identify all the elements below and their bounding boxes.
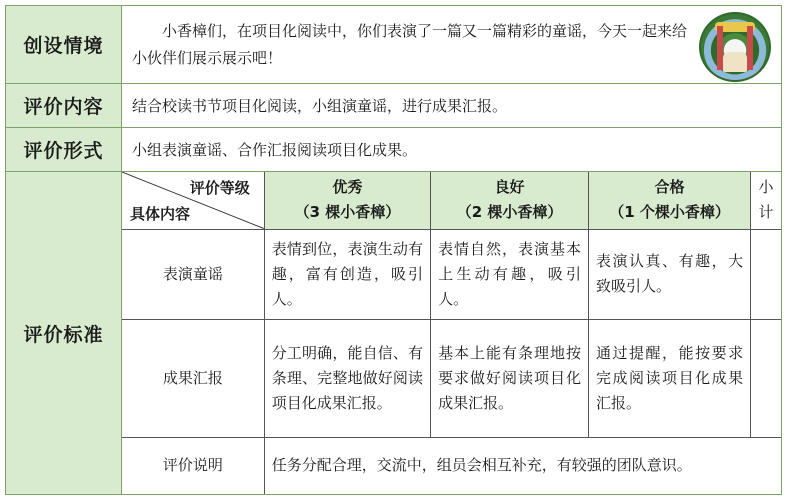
level-good <box>431 172 589 229</box>
row-label: 表演童谣 <box>122 229 264 319</box>
level-excellent <box>264 172 430 229</box>
scenario-text: 小香樟们，在项目化阅读中，你们表演了一篇又一篇精彩的童谣，今天一起来给小伙伴们展示展示吧！ <box>132 21 688 67</box>
level-name: 优秀 <box>332 178 363 197</box>
standard-label: 评价标准 <box>6 172 122 495</box>
criteria-cell: 基本上能有条理地按要求做好阅读项目化成果汇报。 <box>431 319 589 437</box>
scenario-label: 创设情境 <box>6 6 122 84</box>
row-label: 成果汇报 <box>122 319 264 437</box>
corner-level-label: 评价等级 <box>189 179 250 197</box>
scenario-text-cell <box>122 6 782 84</box>
level-pass <box>589 172 751 229</box>
activity-photo <box>699 12 771 82</box>
subtotal-cell[interactable] <box>751 229 781 319</box>
criteria-cell: 分工明确，能自信、有条理、完整地做好阅读项目化成果汇报。 <box>264 319 430 437</box>
criteria-cell: 表情自然，表演基本上生动有趣，吸引人。 <box>431 229 589 319</box>
form-label: 评价形式 <box>6 128 122 172</box>
level-name: 合格 <box>654 178 685 197</box>
row-label: 评价说明 <box>122 437 264 494</box>
rubric-cell <box>122 172 782 495</box>
content-text: 结合校读书节项目化阅读，小组演童谣，进行成果汇报。 <box>122 84 782 128</box>
criteria-cell: 通过提醒，能按要求完成阅读项目化成果汇报。 <box>589 319 751 437</box>
form-text: 小组表演童谣、合作汇报阅读项目化成果。 <box>122 128 782 172</box>
level-reward: （2 棵小香樟） <box>456 203 563 222</box>
corner-content-label: 具体内容 <box>130 204 191 223</box>
rubric-table <box>122 172 781 494</box>
note-text: 任务分配合理，交流中，组员会相互补充，有较强的团队意识。 <box>264 437 781 494</box>
criteria-cell: 表情到位，表演生动有趣，富有创造，吸引人。 <box>264 229 430 319</box>
subtotal-header: 小计 <box>751 172 781 229</box>
level-reward: （3 棵小香樟） <box>294 203 401 222</box>
criteria-cell: 表演认真、有趣，大致吸引人。 <box>589 229 751 319</box>
level-name: 良好 <box>494 178 525 197</box>
level-reward: （1 个棵小香樟） <box>609 203 730 222</box>
content-label: 评价内容 <box>6 84 122 128</box>
evaluation-form <box>5 5 782 495</box>
subtotal-cell[interactable] <box>751 319 781 437</box>
rubric-corner <box>122 172 264 229</box>
